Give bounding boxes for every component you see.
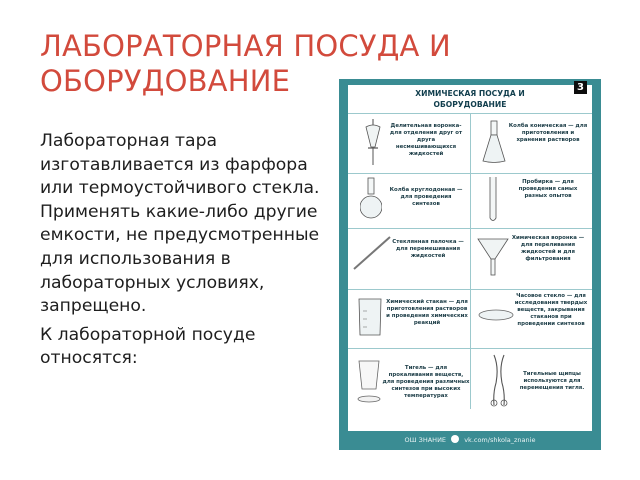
poster-title-line-2: ОБОРУДОВАНИЕ (433, 100, 507, 109)
conical-flask-icon (482, 119, 506, 165)
chemical-funnel-icon (476, 235, 510, 277)
lab-equipment-poster (339, 79, 601, 450)
glass-rod-icon (352, 235, 392, 271)
caption-crucible: Тигель — для прокаливания веществ, для проведения различных синтезов при высоких температурах (382, 365, 470, 399)
caption-separatory-funnel: Делительная воронка- для отделения друг от друга несмешивающихся жидкостей (389, 123, 463, 157)
watch-glass-icon (478, 307, 514, 323)
beaker-icon (356, 297, 384, 337)
separatory-funnel-icon (362, 119, 384, 167)
vk-logo-icon (451, 435, 459, 443)
divider (470, 113, 471, 409)
caption-glass-rod: Стеклянная палочка — для перемешивания жидкостей (392, 239, 464, 259)
caption-round-flask: Колба круглодонная — для проведения синтезов (389, 187, 463, 207)
caption-chemical-funnel: Химическая воронка — для переливания жидкостей и для фильтрования (511, 235, 585, 262)
footer-school-label: ОШ ЗНАНИЕ (404, 436, 447, 444)
title-line-2: ОБОРУДОВАНИЕ (40, 64, 291, 98)
title-line-1: ЛАБОРАТОРНАЯ ПОСУДА И (40, 29, 451, 63)
caption-beaker: Химический стакан — для приготовления растворов и проведения химических реакций (386, 299, 468, 326)
poster-footer (339, 431, 601, 450)
poster-content (348, 85, 592, 431)
poster-title-line-1: ХИМИЧЕСКАЯ ПОСУДА И (415, 89, 525, 98)
poster-title (348, 88, 592, 110)
body-text (40, 130, 325, 376)
caption-test-tube: Пробирка — для проведения самых разных опытов (518, 179, 578, 199)
round-flask-icon (360, 177, 382, 221)
poster-badge: 3 (574, 81, 587, 94)
caption-conical-flask: Колба коническая — для приготовления и хранения растворов (508, 123, 588, 143)
paragraph-1: Лабораторная тара изготавливается из фарфора или термоустойчивого стекла. Применять какие-либо другие емкости, не предусмотренные для использования в лабораторных условиях, запрещено. (40, 131, 320, 317)
caption-watch-glass: Часовое стекло — для исследования твердых веществ, закрывания стаканов при проведении синтезов (514, 293, 588, 327)
test-tube-icon (488, 176, 498, 224)
crucible-icon (356, 359, 382, 405)
footer-link[interactable]: vk.com/shkola_znanie (464, 436, 536, 444)
caption-crucible-tongs: Тигельные щипцы используются для перемещения тигля. (519, 371, 585, 391)
paragraph-2: К лабораторной посуде относятся: (40, 324, 256, 369)
crucible-tongs-icon (488, 353, 510, 407)
